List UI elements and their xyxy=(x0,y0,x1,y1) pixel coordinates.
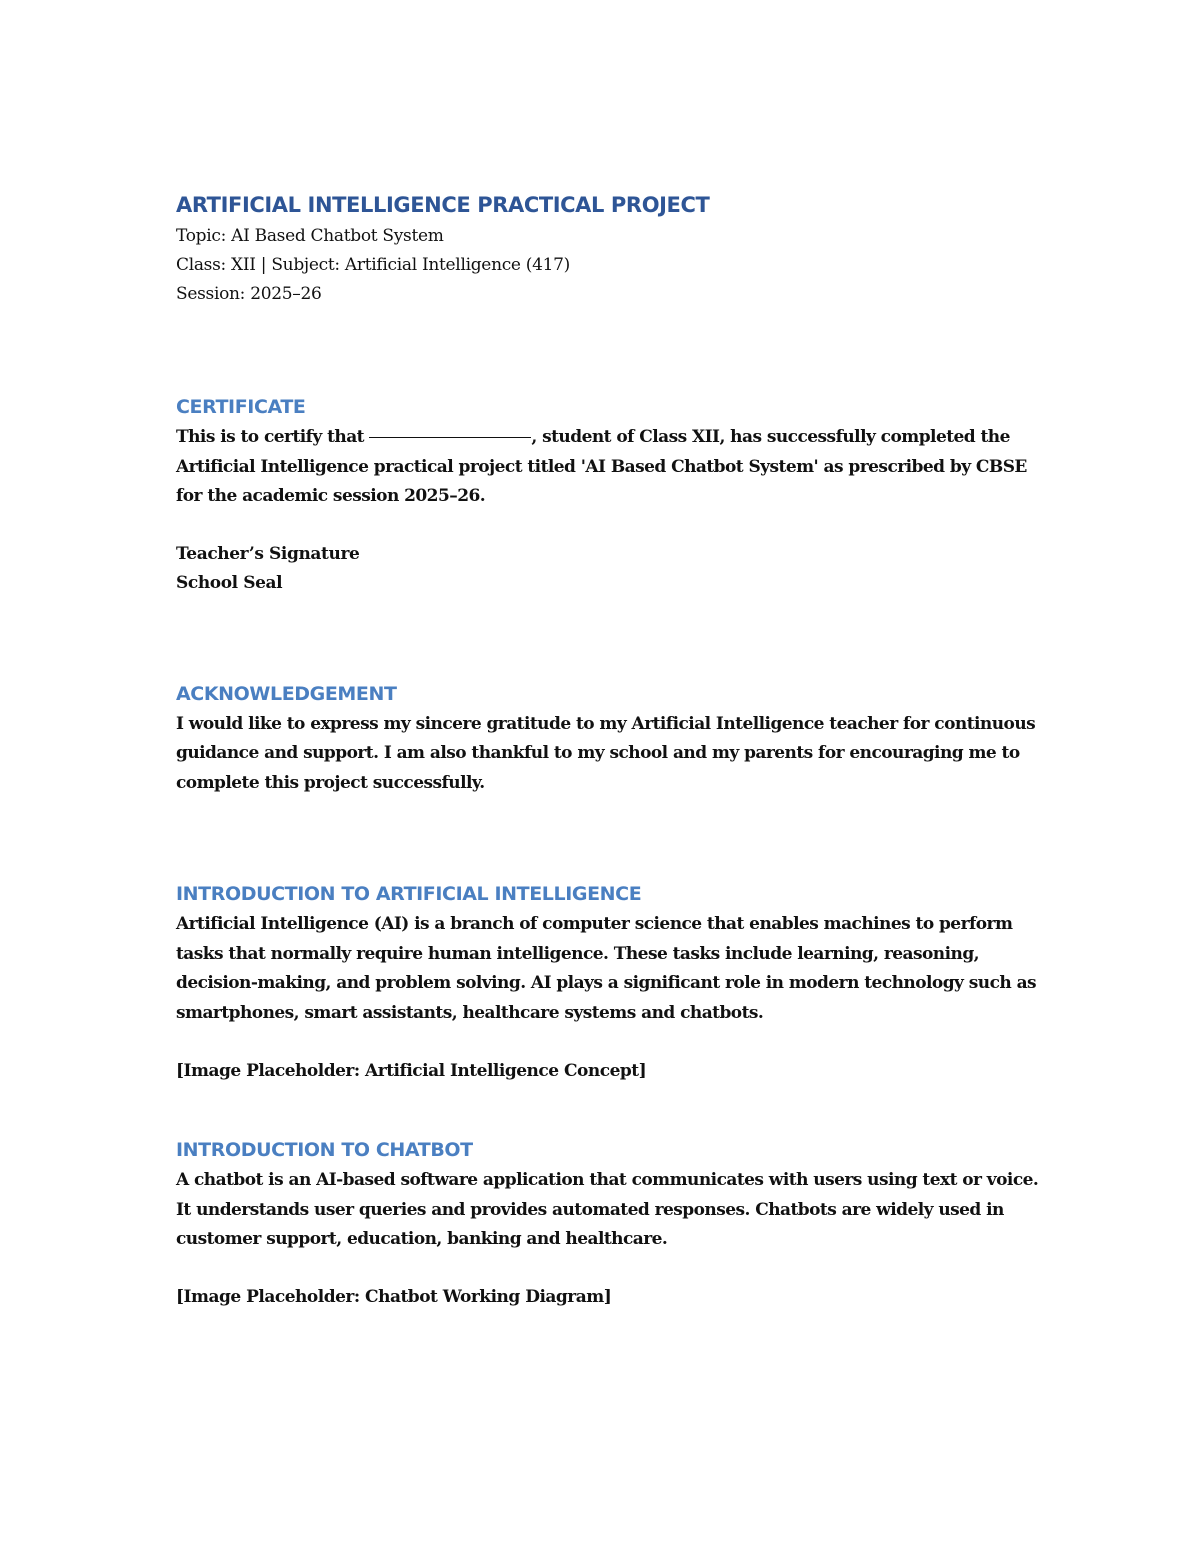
intro-ai-heading: INTRODUCTION TO ARTIFICIAL INTELLIGENCE xyxy=(176,883,642,905)
chatbot-diagram-image-placeholder: [Image Placeholder: Chatbot Working Diagram] xyxy=(176,1286,612,1307)
intro-chatbot-paragraph: A chatbot is an AI-based software application that communicates with users using text or voice. It understands user queries and provides automated responses. Chatbots are widely used in customer support, education, banking and healthcare. xyxy=(176,1170,1039,1249)
teacher-signature-label: Teacher’s Signature xyxy=(176,543,360,564)
acknowledgement-paragraph: I would like to express my sincere gratitude to my Artificial Intelligence teacher for continuous guidance and support. I am also thankful to my school and my parents for encouraging me to complete this project successfully. xyxy=(176,713,1036,793)
certificate-heading: CERTIFICATE xyxy=(176,396,306,418)
acknowledgement-section xyxy=(176,678,1046,799)
intro-ai-section xyxy=(176,878,1046,1086)
ai-concept-image-placeholder: [Image Placeholder: Artificial Intelligence Concept] xyxy=(176,1061,647,1081)
document-title: ARTIFICIAL INTELLIGENCE PRACTICAL PROJECT xyxy=(176,193,710,217)
school-seal-label: School Seal xyxy=(176,572,283,593)
intro-chatbot-heading: INTRODUCTION TO CHATBOT xyxy=(176,1139,473,1161)
certificate-paragraph xyxy=(176,423,1046,512)
spacer xyxy=(176,1086,1046,1134)
spacer xyxy=(176,1028,1046,1057)
spacer xyxy=(176,1255,1046,1283)
spacer xyxy=(176,598,1046,678)
class-subject-line: Class: XII | Subject: Artificial Intelligence (417) xyxy=(176,255,571,275)
certificate-text-start: This is to certify that xyxy=(176,427,370,447)
document-body xyxy=(176,188,1046,1312)
certificate-section xyxy=(176,391,1046,598)
spacer xyxy=(176,798,1046,878)
intro-chatbot-section xyxy=(176,1134,1046,1312)
intro-ai-paragraph: Artificial Intelligence (AI) is a branch of computer science that enables machines to perform tasks that normally require human intelligence. These tasks include learning, reasoning, decision-making, and problem solving. AI plays a significant role in modern technology such as smartphones, smart assistants, healthcare systems and chatbots. xyxy=(176,914,1037,1023)
session-line: Session: 2025–26 xyxy=(176,284,322,304)
topic-line: Topic: AI Based Chatbot System xyxy=(176,226,444,246)
student-name-blank xyxy=(369,436,531,438)
spacer xyxy=(176,512,1046,540)
acknowledgement-heading: ACKNOWLEDGEMENT xyxy=(176,682,397,705)
certificate-text-end: , student of Class XII, has successfully completed the Artificial Intelligence practical project titled 'AI Based Chatbot System' as prescribed by CBSE for the academic session 2025–26. xyxy=(176,427,1027,506)
spacer xyxy=(176,309,1046,391)
